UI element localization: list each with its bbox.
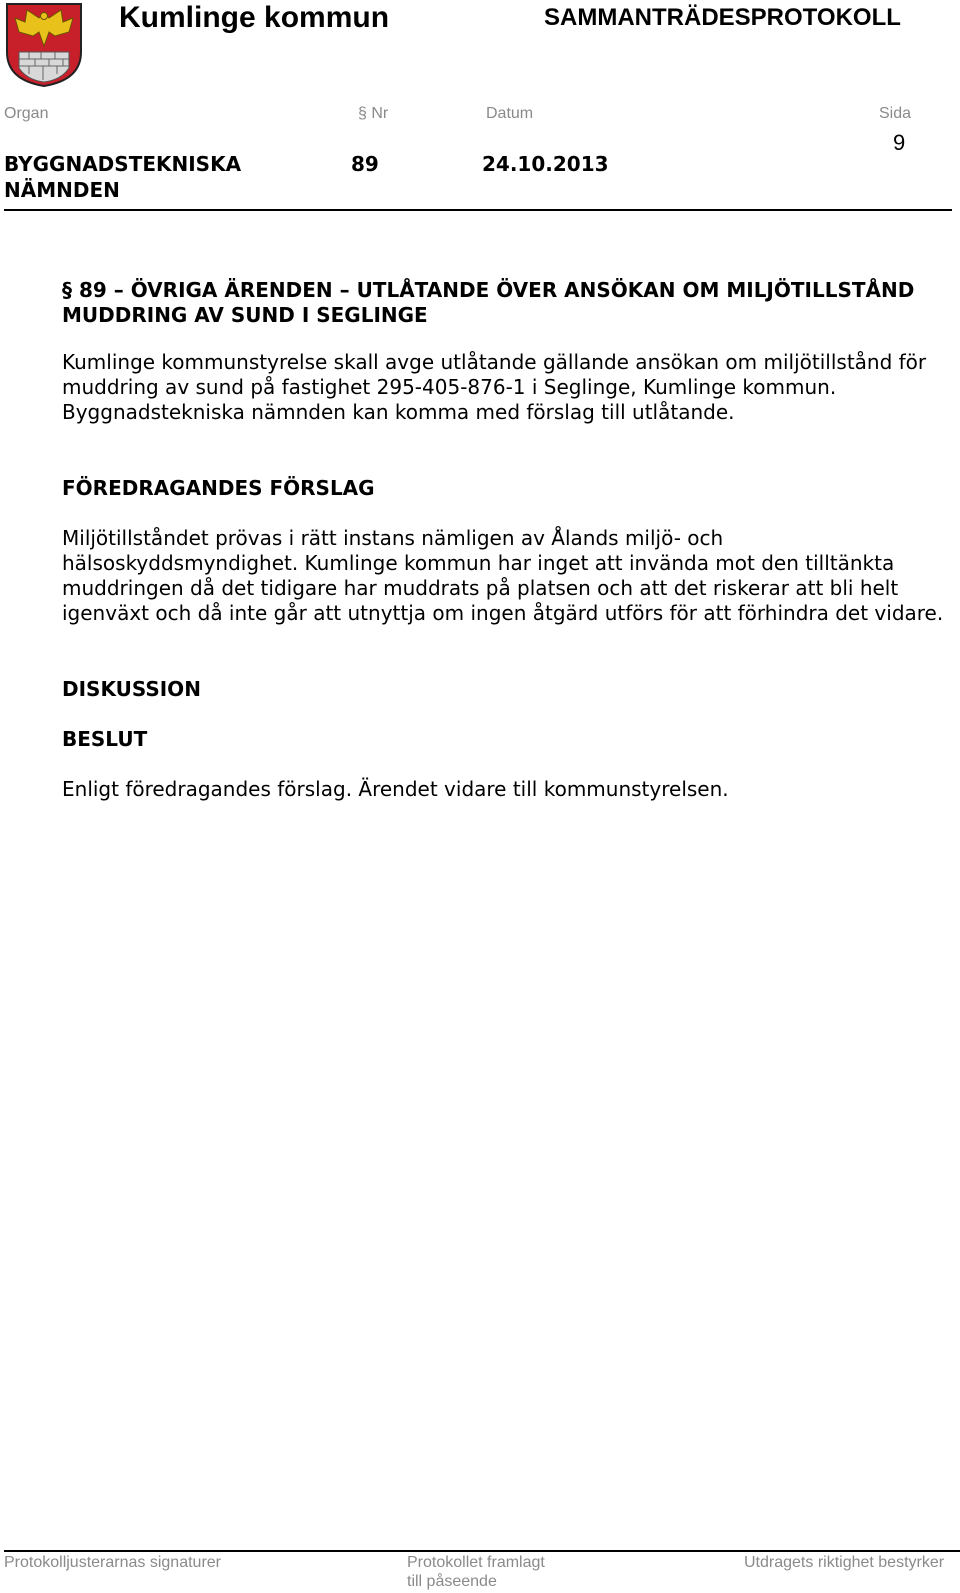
municipality-name: Kumlinge kommun: [119, 1, 390, 34]
proposal-paragraph: Miljötillståndet prövas i rätt instans nämligen av Ålands miljö- och hälsoskyddsmyndighet. Kumlinge kommun har inget att invända mot den tilltänkta muddringen då det tidigare har muddrats på platsen och att det riskerar att bli helt igenväxt och då inte går att utnyttja om ingen åtgärd utförs för att förhindra det vidare.: [62, 526, 944, 625]
proposal-heading: FÖREDRAGANDES FÖRSLAG: [62, 476, 375, 500]
decision-paragraph: Enligt föredragandes förslag. Ärendet vidare till kommunstyrelsen.: [62, 777, 729, 801]
certified-label: Utdragets riktighet bestyrker: [744, 1554, 945, 1571]
date-label: Datum: [486, 105, 534, 122]
nr-label: § Nr: [358, 105, 389, 122]
intro-paragraph: Kumlinge kommunstyrelse skall avge utlåtande gällande ansökan om miljötillstånd för muddring av sund på fastighet 295-405-876-1 i Seglinge, Kumlinge kommun. Byggnadstekniska nämnden kan komma med förslag till utlåtande.: [62, 350, 927, 424]
discussion-heading: DISKUSSION: [62, 677, 201, 701]
document-type: SAMMANTRÄDESPROTOKOLL: [544, 4, 901, 31]
displayed-label-line1: Protokollet framlagt: [407, 1554, 545, 1571]
displayed-label-line2: till påseende: [407, 1573, 497, 1590]
header-divider: [4, 209, 952, 211]
nr-value: 89: [351, 152, 379, 176]
page-label: Sida: [879, 105, 912, 122]
decision-heading: BESLUT: [62, 727, 148, 751]
section-title: § 89 – ÖVRIGA ÄRENDEN – UTLÅTANDE ÖVER ANSÖKAN OM MILJÖTILLSTÅND MUDDRING AV SUND I SEGLINGE: [62, 278, 915, 327]
coat-of-arms-icon: [5, 2, 83, 88]
footer-divider: [4, 1550, 960, 1552]
page-number: 9: [893, 130, 906, 155]
organ-label: Organ: [4, 105, 49, 122]
signatures-label: Protokolljusterarnas signaturer: [4, 1554, 221, 1571]
displayed-label: [407, 1553, 545, 1591]
date-value: 24.10.2013: [482, 152, 609, 176]
organ-value: BYGGNADSTEKNISKA NÄMNDEN: [4, 152, 242, 202]
